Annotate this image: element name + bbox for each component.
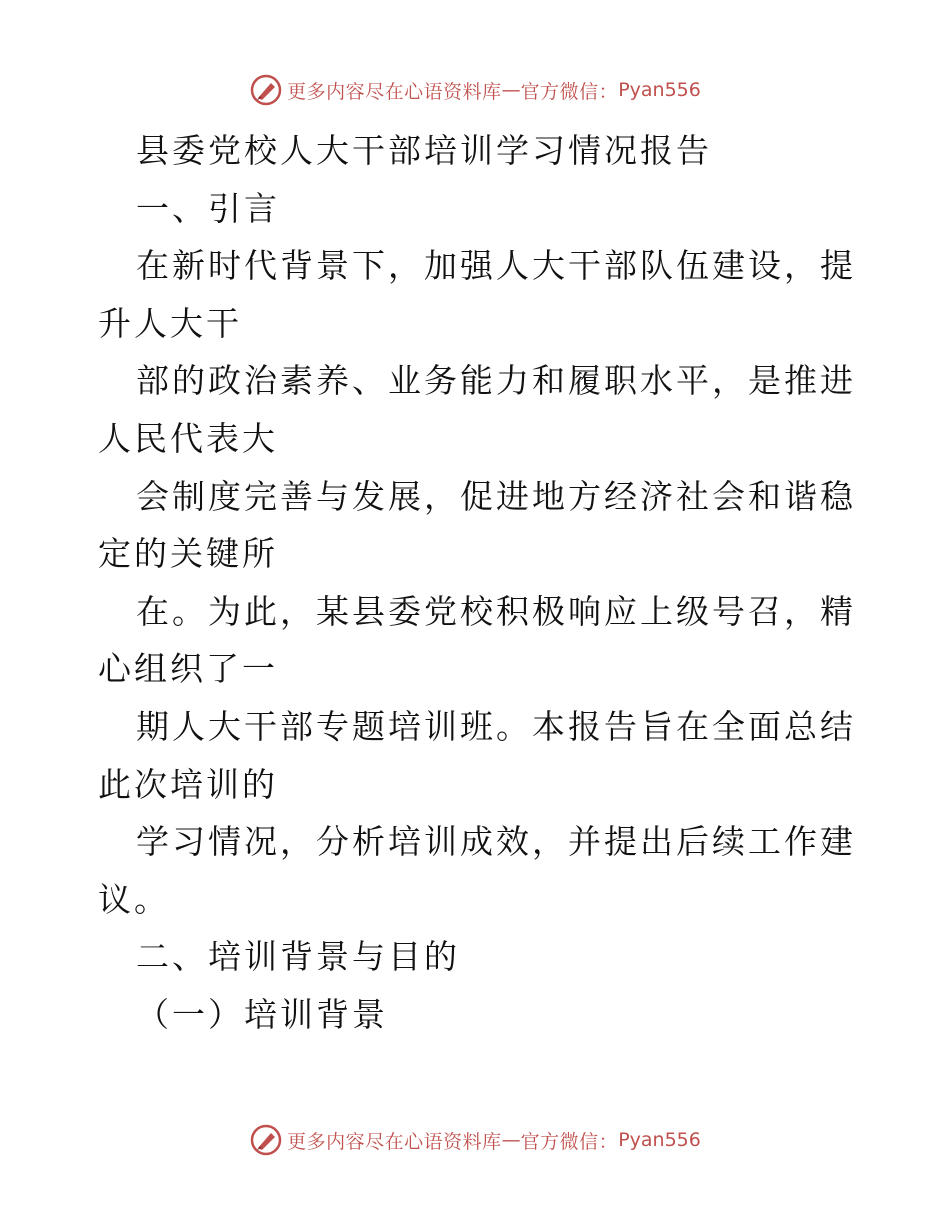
body-paragraph: 在新时代背景下，加强人大干部队伍建设，提升人大干 — [98, 246, 856, 343]
body-paragraph: 在。为此，某县委党校积极响应上级号召，精心组织了一 — [98, 591, 856, 689]
watermark-account: Pyan556 — [618, 79, 701, 101]
watermark-header — [0, 70, 950, 110]
watermark-text: 更多内容尽在心语资料库 — [287, 80, 502, 103]
watermark-text: 更多内容尽在心语资料库 — [287, 1130, 502, 1153]
body-paragraph: 部的政治素养、业务能力和履职水平，是推进人民代表大 — [98, 361, 856, 458]
body-paragraph: 学习情况，分析培训成效，并提出后续工作建议。 — [98, 822, 856, 919]
watermark-label: 官方微信： — [520, 80, 619, 103]
watermark-footer — [0, 1120, 950, 1160]
watermark-account: Pyan556 — [618, 1129, 701, 1151]
body-paragraph: 会制度完善与发展，促进地方经济社会和谐稳定的关键所 — [98, 476, 856, 574]
pen-seal-icon — [249, 73, 283, 107]
watermark-dash: — — [501, 1129, 521, 1151]
subsection-heading: （一）培训背景 — [136, 994, 388, 1034]
pen-seal-icon — [249, 1123, 283, 1157]
section-heading-intro: 一、引言 — [136, 188, 280, 228]
document-body — [98, 122, 858, 1044]
section-heading-background: 二、培训背景与目的 — [136, 937, 460, 977]
watermark-dash: — — [501, 79, 521, 101]
document-title: 县委党校人大干部培训学习情况报告 — [136, 131, 712, 170]
body-paragraph: 期人大干部专题培训班。本报告旨在全面总结此次培训的 — [98, 706, 856, 804]
watermark-label: 官方微信： — [520, 1130, 619, 1153]
